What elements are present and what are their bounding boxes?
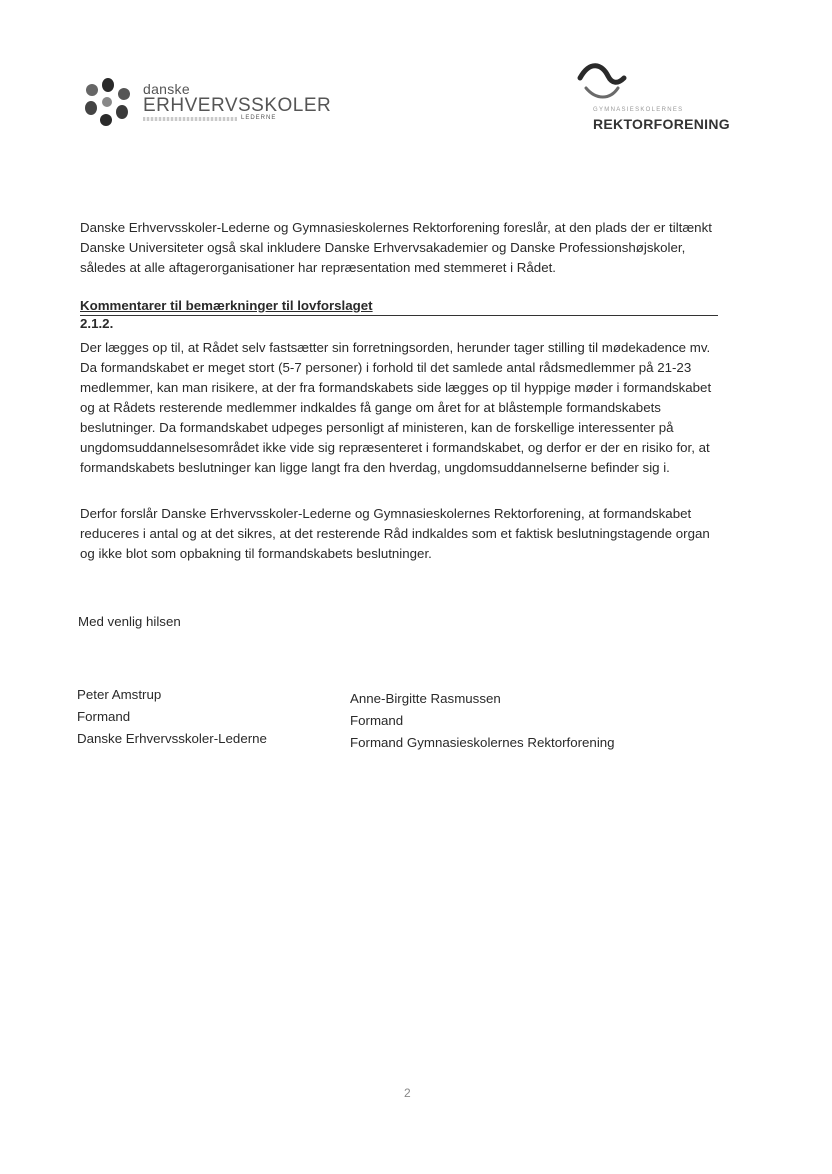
logo-left-line3: LEDERNE bbox=[241, 115, 277, 121]
logo-left-bar bbox=[143, 117, 237, 121]
signature-org: Formand Gymnasieskolernes Rektorforening bbox=[350, 735, 615, 750]
page-number: 2 bbox=[404, 1086, 411, 1100]
text-line: Da formandskabet er meget stort (5-7 personer) i forhold til det samlede antal rådsmedlemmer på 21-23 bbox=[80, 360, 692, 375]
text-line: Danske Universiteter også skal inkludere Danske Erhvervsakademier og Danske Professionshøjskoler, bbox=[80, 240, 686, 255]
text-line: således at alle aftagerorganisationer har repræsentation med stemmeret i Rådet. bbox=[80, 260, 556, 275]
section-heading-text: Kommentarer til bemærkninger til lovforslaget bbox=[80, 298, 373, 313]
signature-name: Anne-Birgitte Rasmussen bbox=[350, 691, 501, 706]
danske-erhvervsskoler-logo bbox=[80, 76, 332, 132]
flower-logo-icon bbox=[80, 76, 136, 128]
text-line: Der lægges op til, at Rådet selv fastsætter sin forretningsorden, herunder tager stilling til mødekadence mv. bbox=[80, 340, 711, 355]
signature-name: Peter Amstrup bbox=[77, 687, 162, 702]
signature-right bbox=[350, 688, 615, 754]
paragraph-2 bbox=[80, 338, 760, 478]
logo-left-line2: ERHVERVSSKOLER bbox=[143, 95, 332, 116]
text-line: beslutninger. Da formandskabet udpeges personligt af ministeren, kan de forskellige interessenter på bbox=[80, 420, 674, 435]
greeting: Med venlig hilsen bbox=[78, 614, 181, 629]
text-line: ungdomsuddannelsesområdet ikke vide sig repræsenteret i formandskabet, og derfor er der en risiko for, at bbox=[80, 440, 710, 455]
text-line: og at Rådets resterende medlemmer indkaldes få gange om året for at blåstemple formandskabets bbox=[80, 400, 661, 415]
text-line: og ikke blot som opbakning til formandskabets beslutninger. bbox=[80, 546, 432, 561]
text-line: reduceres i antal og at det sikres, at det resterende Råd indkaldes som et faktisk beslutningstagende organ bbox=[80, 526, 710, 541]
intro-paragraph bbox=[80, 218, 760, 278]
text-line: Danske Erhvervsskoler-Lederne og Gymnasieskolernes Rektorforening foreslår, at den plads der er tiltænkt bbox=[80, 220, 712, 235]
signature-title: Formand bbox=[77, 709, 131, 724]
text-line: Derfor forslår Danske Erhvervsskoler-Lederne og Gymnasieskolernes Rektorforening, at formandskabet bbox=[80, 506, 692, 521]
signature-title: Formand bbox=[350, 713, 404, 728]
paragraph-3 bbox=[80, 504, 760, 564]
logo-right-line2: REKTORFORENING bbox=[593, 116, 730, 132]
section-number: 2.1.2. bbox=[80, 316, 114, 331]
signature-org: Danske Erhvervsskoler-Lederne bbox=[77, 731, 267, 746]
signature-left bbox=[77, 684, 267, 750]
text-line: medlemmer, kan man risikere, at der fra formandskabets side lægges op til hyppige møder i formandskabet bbox=[80, 380, 712, 395]
logo-left-line1: danske bbox=[143, 81, 190, 97]
logo-right-line1: GYMNASIESKOLERNES bbox=[593, 107, 684, 113]
section-heading bbox=[80, 297, 718, 316]
rektorforening-logo bbox=[590, 58, 735, 138]
text-line: formandskabets beslutninger kan ligge langt fra den hverdag, ungdomsuddannelserne befinder sig i. bbox=[80, 460, 670, 475]
wave-logo-icon bbox=[572, 58, 632, 104]
